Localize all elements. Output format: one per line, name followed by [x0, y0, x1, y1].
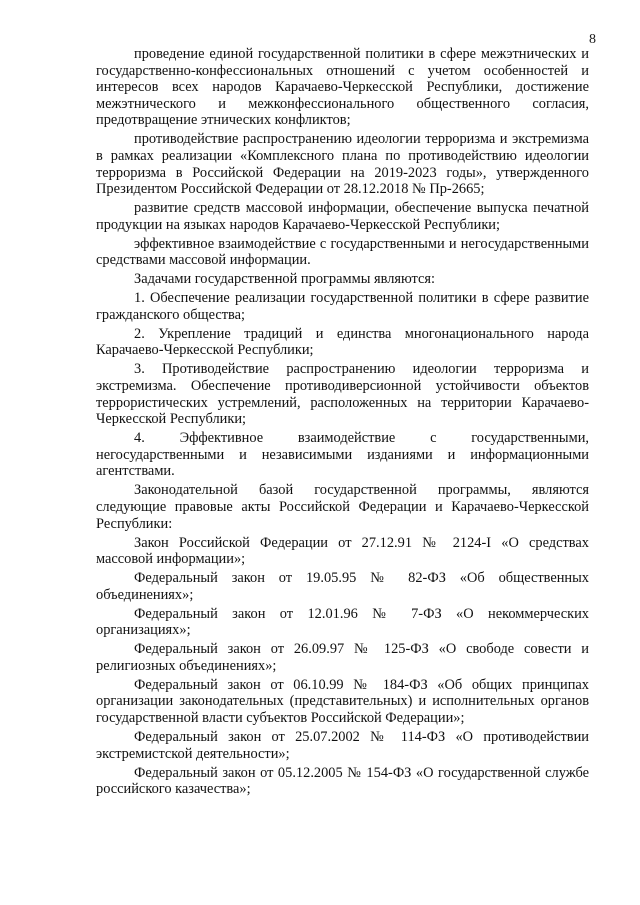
paragraph-law-cossacks: Федеральный закон от 05.12.2005 № 154-ФЗ «О государственной службе российского казачества»;	[96, 764, 589, 798]
paragraph-task-2: 2. Укрепление традиций и единства многонационального народа Карачаево-Черкесской Республики;	[96, 325, 589, 359]
paragraph-legal-basis: Законодательной базой государственной программы, являются следующие правовые акты Российской Федерации и Карачаево-Черкесской Республики:	[96, 482, 589, 532]
paragraph-law-freedom-conscience: Федеральный закон от 26.09.97 № 125-ФЗ «О свободе совести и религиозных объединениях»;	[96, 641, 589, 674]
paragraph-goal-mass-media: развитие средств массовой информации, обеспечение выпуска печатной продукции на языках народов Карачаево-Черкесской Республики;	[96, 200, 589, 233]
paragraph-law-public-associations: Федеральный закон от 19.05.95 № 82-ФЗ «Об общественных объединениях»;	[96, 570, 589, 603]
paragraph-law-nonprofit: Федеральный закон от 12.01.96 № 7-ФЗ «О некоммерческих организациях»;	[96, 605, 589, 639]
paragraph-goal-ethnic-policy: проведение единой государственной политики в сфере межэтнических и государственно-конфессиональных отношений с учетом особенностей и интересов всех народов Карачаево-Черкесской Республики, достижение межэтнического и межконфессионального общественного согласия, предотвращение этнических конфликтов;	[96, 46, 589, 129]
page-number: 8	[589, 32, 596, 47]
paragraph-tasks-heading: Задачами государственной программы являются:	[134, 271, 436, 288]
paragraph-task-3: 3. Противодействие распространению идеологии терроризма и экстремизма. Обеспечение противодиверсионной устойчивости объектов террористических устремлений, расположенных на территории Карачаево-Черкесской Республики;	[96, 361, 589, 428]
paragraph-law-counter-extremism: Федеральный закон от 25.07.2002 № 114-ФЗ «О противодействии экстремистской деятельности»;	[96, 729, 589, 762]
paragraph-task-1: 1. Обеспечение реализации государственной политики в сфере развитие гражданского общества;	[96, 290, 589, 323]
paragraph-goal-interaction: эффективное взаимодействие с государственными и негосударственными средствами массовой информации.	[96, 235, 589, 269]
document-body	[96, 46, 589, 800]
paragraph-goal-counter-terrorism: противодействие распространению идеологии терроризма и экстремизма в рамках реализации «Комплексного плана по противодействию идеологии терроризма в Российской Федерации на 2019-2023 годы», утвержденного Президентом Российской Федерации от 28.12.2018 № Пр-2665;	[96, 131, 589, 198]
paragraph-law-mass-media: Закон Российской Федерации от 27.12.91 № 2124-I «О средствах массовой информации»;	[96, 534, 589, 568]
paragraph-task-4: 4. Эффективное взаимодействие с государственными, негосударственными и независимыми изданиями и информационными агентствами.	[96, 430, 589, 480]
paragraph-law-general-principles: Федеральный закон от 06.10.99 № 184-ФЗ «Об общих принципах организации законодательных (представительных) и исполнительных органов государственной власти субъектов Российской Федерации»;	[96, 676, 589, 727]
